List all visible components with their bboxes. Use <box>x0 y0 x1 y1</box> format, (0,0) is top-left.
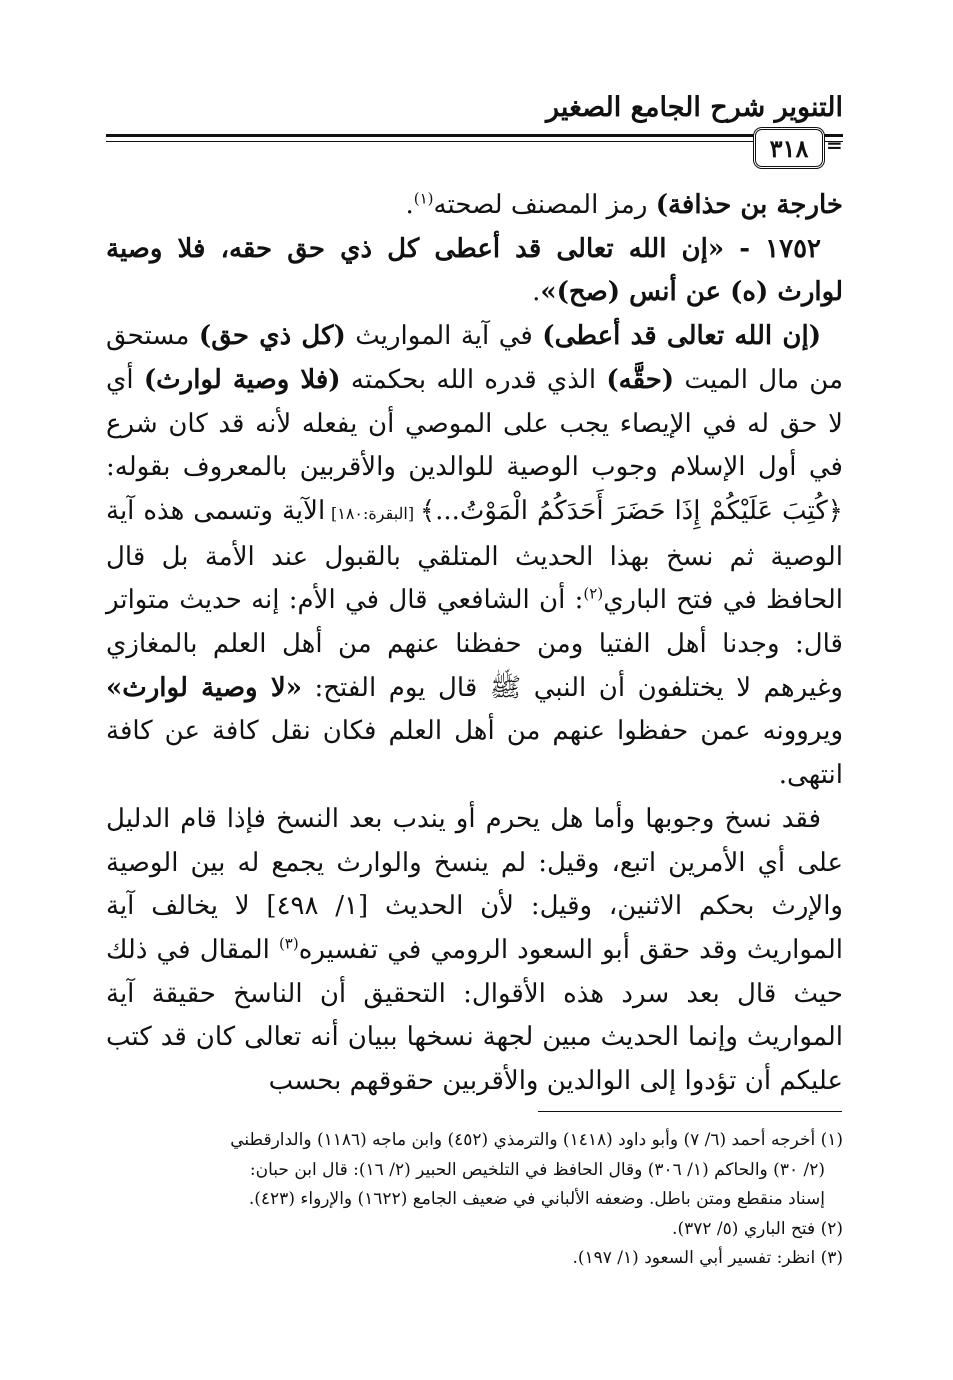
text-span: . <box>405 190 414 220</box>
header-rule-thick <box>106 134 843 137</box>
quoted-phrase: (كل ذي حق) <box>198 321 346 352</box>
page-number-box <box>753 127 825 169</box>
paragraph-1 <box>106 184 843 228</box>
text-span: فقد نسخ وجوبها وأما هل يحرم أو يندب بعد النسخ فإذا قام الدليل على أي الأمرين اتبع، وقيل: لم ينسخ والوارث يجمع له بين الوصية والإرث بحكم الاثنين، وقيل: لأن الحديث [١/ ٤٩٨] لا يخالف آية المواريث وقد حقق أبو السعود الرومي في تفسيره <box>106 803 843 965</box>
text-span: : أن الشافعي قال في الأم: إنه حديث متواتر قال: وجدنا أهل الفتيا ومن حفظنا عنهم من أهل العلم بالمغازي وغيرهم لا يختلفون أن النبي ﷺ قال يوم الفتح: <box>106 585 843 703</box>
quoted-phrase: «لا وصية لوارث» <box>106 672 302 703</box>
text-span: رمز المصنف لصحته <box>433 190 656 220</box>
footnotes <box>98 1126 843 1274</box>
page-number: ٣١٨ <box>769 133 809 163</box>
footnote-1-line-3: إسناد منقطع ومتن باطل. وضعفه الألباني في ضعيف الجامع (١٦٢٢) والإرواء (٤٢٣). <box>248 1189 825 1209</box>
quoted-phrase: (حقَّه) <box>606 364 675 395</box>
text-span: مستحق من مال الميت <box>106 321 844 395</box>
text-span: الآية وتسمى هذه آية الوصية ثم نسخ بهذا الحديث المتلقي بالقبول عند الأمة بل قال الحافظ في فتح الباري <box>106 495 843 616</box>
text-span: أي لا حق له في الإيصاء يجب على الموصي أن يفعله لأنه قد كان شرع في أول الإسلام وجوب الوصية للوالدين والأقربين بالمعروف بقوله: <box>106 364 843 483</box>
text-span: في آية المواريث <box>345 321 543 352</box>
footnote-1-line-1: (١) أخرجه أحمد (٦/ ٧) وأبو داود (١٤١٨) والترمذي (٤٥٢) وابن ماجه (١١٨٦) والدارقطني <box>230 1130 843 1150</box>
text-span: المقال في ذلك حيث قال بعد سرد هذه الأقوال: التحقيق أن الناسخ حقيقة آية المواريث وإنما الحديث مبين لجهة نسخها ببيان أنه تعالى كان قد كتب عليكم أن تؤدوا إلى الوالدين والأقربين حقوقهم بحسب <box>106 934 843 1097</box>
quran-verse: ﴿كُتِبَ عَلَيْكُمْ إِذَا حَضَرَ أَحَدَكُمُ الْمَوْتُ...﴾ <box>419 495 844 526</box>
main-text <box>106 184 843 1104</box>
header-rule-thin <box>106 141 843 142</box>
verse-reference: [البقرة:١٨٠] <box>325 503 420 523</box>
quoted-phrase: (فلا وصية لوارث) <box>143 364 341 395</box>
running-title: التنوير شرح الجامع الصغير <box>546 92 843 123</box>
narrator-name: خارجة بن حذافة) <box>655 190 843 220</box>
footnote-2: (٢) فتح الباري (٥/ ٣٧٢). <box>672 1218 843 1239</box>
commentary-paragraph-1 <box>106 315 843 798</box>
text-span: ويروونه عمن حفظوا عنهم من أهل العلم فكان نقل كافة عن كافة انتهى. <box>106 716 843 791</box>
text-span: . <box>532 277 541 308</box>
footnote-1-line-2: (٢/ ٣٠) والحاكم (١/ ٣٠٦) وقال الحافظ في التلخيص الحبير (٢/ ١٦): قال ابن حبان: <box>249 1159 825 1180</box>
footnote-3: (٣) انظر: تفسير أبي السعود (١/ ١٩٧). <box>572 1248 843 1268</box>
header-marker: = <box>826 133 843 157</box>
commentary-paragraph-2 <box>106 798 843 1104</box>
hadith-paragraph <box>106 228 843 315</box>
footnote-ref-1: (١) <box>413 189 434 208</box>
footnote-ref-3: (٣) <box>278 934 299 953</box>
hadith-text: ١٧٥٢ - «إن الله تعالى قد أعطى كل ذي حق حقه، فلا وصية لوارث (ه) عن أنس (صح)» <box>106 233 843 308</box>
footnote-ref-2: (٢) <box>583 584 604 603</box>
footnote-separator <box>538 1111 842 1112</box>
quoted-phrase: (إن الله تعالى قد أعطى) <box>542 321 821 352</box>
text-span: الذي قدره الله بحكمته <box>340 364 607 395</box>
